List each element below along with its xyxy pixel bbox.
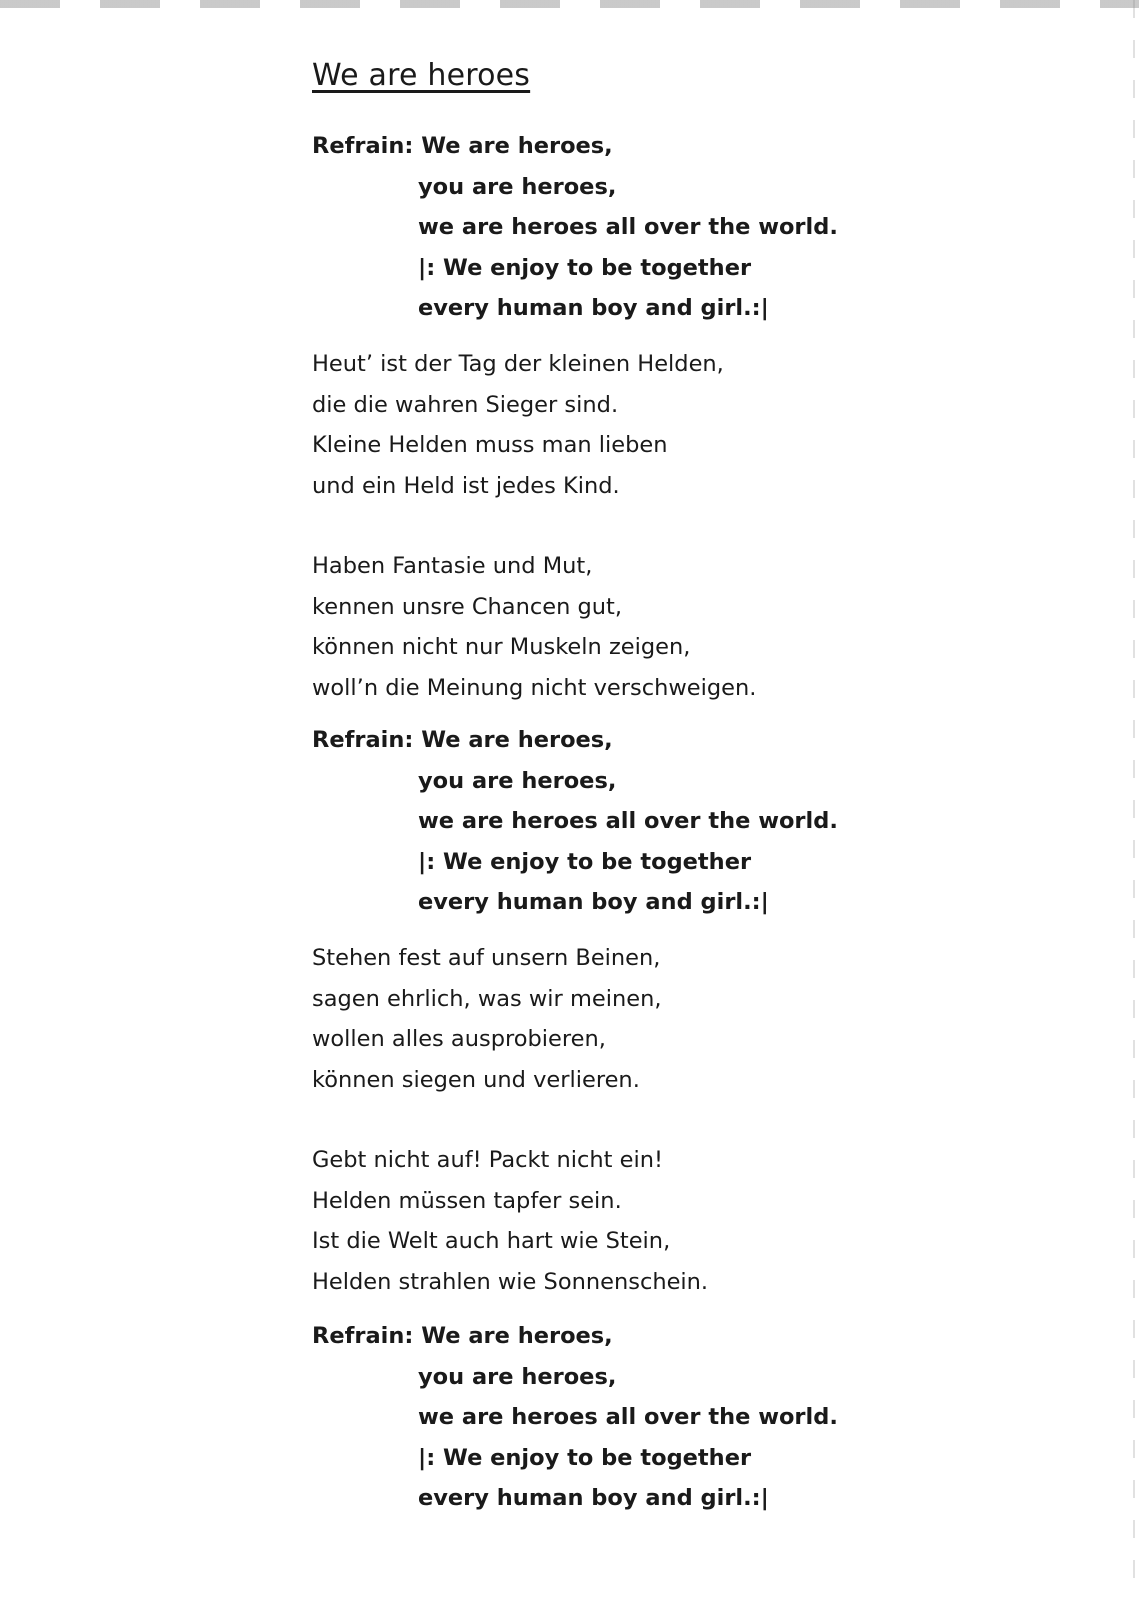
- refrain-line: |: We enjoy to be together: [418, 1444, 752, 1471]
- song-title: We are heroes: [312, 58, 531, 93]
- refrain-line: every human boy and girl.:|: [418, 1485, 769, 1511]
- refrain-line: every human boy and girl.:|: [418, 295, 769, 321]
- verse-line: kennen unsre Chancen gut,: [312, 593, 623, 620]
- verse-line: können siegen und verlieren.: [312, 1066, 640, 1093]
- scan-right-edge: [1133, 0, 1135, 1600]
- verse-line: sagen ehrlich, was wir meinen,: [312, 985, 662, 1012]
- verse-line: die die wahren Sieger sind.: [312, 391, 619, 418]
- verse-2: [312, 546, 756, 708]
- refrain-1: [312, 126, 838, 329]
- refrain-label: Refrain:: [312, 1323, 422, 1349]
- verse-line: Helden strahlen wie Sonnenschein.: [312, 1268, 709, 1295]
- verse-line: Stehen fest auf unsern Beinen,: [312, 945, 661, 971]
- verse-line: woll’n die Meinung nicht verschweigen.: [312, 674, 757, 701]
- refrain-line: we are heroes all over the world.: [418, 808, 838, 834]
- refrain-label: Refrain:: [312, 727, 422, 753]
- refrain-line: you are heroes,: [418, 767, 617, 794]
- refrain-line: we are heroes all over the world.: [418, 214, 838, 240]
- refrain-line: |: We enjoy to be together: [418, 848, 752, 875]
- verse-line: wollen alles ausprobieren,: [312, 1026, 606, 1052]
- verse-3: [312, 938, 662, 1100]
- refrain-first-line: Refrain: We are heroes,: [312, 1323, 613, 1349]
- verse-line: Heut’ ist der Tag der kleinen Helden,: [312, 351, 724, 377]
- refrain-label: Refrain:: [312, 133, 422, 159]
- refrain-line: you are heroes,: [418, 1363, 617, 1390]
- refrain-first-line: Refrain: We are heroes,: [312, 727, 613, 753]
- refrain-3: [312, 1316, 838, 1519]
- verse-line: und ein Held ist jedes Kind.: [312, 472, 620, 499]
- refrain-2: [312, 720, 838, 923]
- refrain-line: |: We enjoy to be together: [418, 254, 752, 281]
- verse-4: [312, 1140, 708, 1302]
- refrain-line: every human boy and girl.:|: [418, 889, 769, 915]
- verse-line: können nicht nur Muskeln zeigen,: [312, 634, 691, 660]
- verse-line: Haben Fantasie und Mut,: [312, 553, 593, 579]
- verse-line: Kleine Helden muss man lieben: [312, 432, 668, 458]
- verse-1: [312, 344, 724, 506]
- verse-line: Gebt nicht auf! Packt nicht ein!: [312, 1147, 664, 1173]
- verse-line: Ist die Welt auch hart wie Stein,: [312, 1228, 671, 1254]
- refrain-line: you are heroes,: [418, 173, 617, 200]
- verse-line: Helden müssen tapfer sein.: [312, 1187, 622, 1214]
- scan-top-edge: [0, 0, 1139, 8]
- refrain-first-line: Refrain: We are heroes,: [312, 133, 613, 159]
- refrain-line: we are heroes all over the world.: [418, 1404, 838, 1430]
